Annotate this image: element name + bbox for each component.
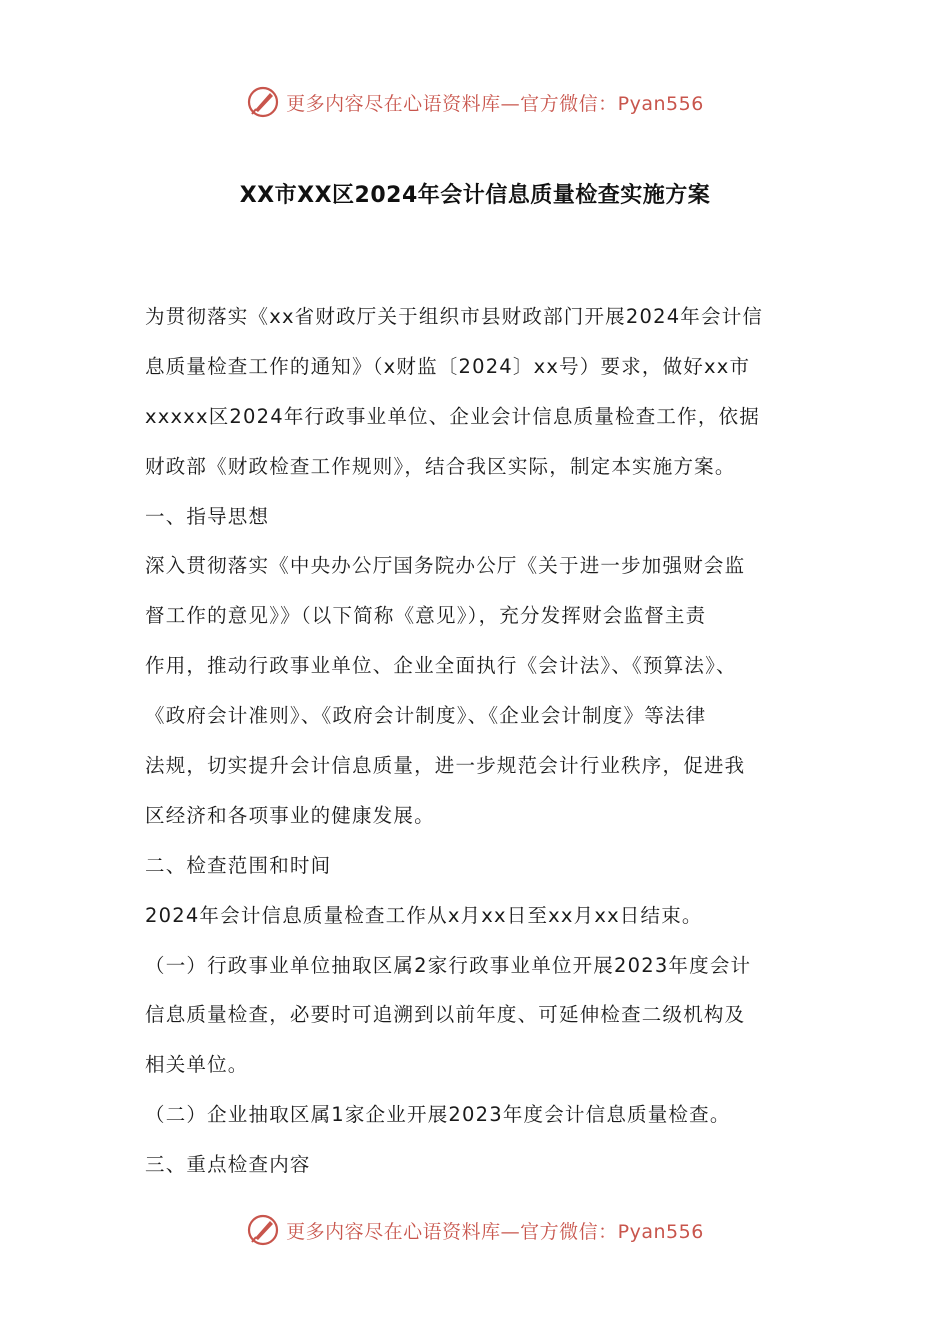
body-line: xxxxx区2024年行政事业单位、企业会计信息质量检查工作，依据: [145, 404, 760, 428]
footer-banner: [0, 1210, 950, 1250]
body-line: 相关单位。: [145, 1053, 249, 1077]
section-heading: 二、检查范围和时间: [145, 853, 332, 877]
body-line: 息质量检查工作的通知》（x财监〔2024〕xx号）要求，做好xx市: [145, 354, 751, 378]
body-line: 为贯彻落实《xx省财政厅关于组织市县财政部门开展2024年会计信: [145, 305, 764, 328]
section-heading: 三、重点检查内容: [145, 1153, 311, 1177]
quill-logo-icon: [246, 85, 280, 119]
body-line: 财政部《财政检查工作规则》，结合我区实际，制定本实施方案。: [145, 454, 736, 478]
body-line: 督工作的意见》》（以下简称《意见》），充分发挥财会监督主责: [145, 604, 707, 628]
body-line: 深入贯彻落实《中央办公厅国务院办公厅《关于进一步加强财会监: [145, 554, 746, 578]
banner-wechat-id: Pyan556: [617, 1220, 704, 1243]
body-line: 法规，切实提升会计信息质量，进一步规范会计行业秩序，促进我: [145, 754, 746, 778]
body-line: 区经济和各项事业的健康发展。: [145, 803, 435, 827]
banner-text: [286, 89, 704, 116]
banner-text: [286, 1217, 704, 1244]
document-body: [145, 297, 813, 1195]
document-title: XX市XX区2024年会计信息质量检查实施方案: [239, 183, 711, 208]
quill-logo-icon: [246, 1213, 280, 1247]
body-line: （一）行政事业单位抽取区属2家行政事业单位开展2023年度会计: [145, 953, 752, 977]
body-line: 《政府会计准则》、《政府会计制度》、《企业会计制度》等法律: [145, 704, 707, 728]
body-line: 2024年会计信息质量检查工作从x月xx日至xx月xx日结束。: [145, 903, 703, 927]
header-banner: [0, 82, 950, 122]
body-line: （二）企业抽取区属1家企业开展2023年度会计信息质量检查。: [145, 1103, 731, 1127]
banner-slogan: 更多内容尽在心语资料库—官方微信：: [286, 92, 618, 115]
banner-wechat-id: Pyan556: [617, 92, 704, 115]
body-line: 作用，推动行政事业单位、企业全面执行《会计法》、《预算法》、: [145, 654, 737, 678]
section-heading: 一、指导思想: [145, 504, 270, 528]
body-line: 信息质量检查，必要时可追溯到以前年度、可延伸检查二级机构及: [145, 1003, 746, 1027]
banner-slogan: 更多内容尽在心语资料库—官方微信：: [286, 1220, 618, 1243]
